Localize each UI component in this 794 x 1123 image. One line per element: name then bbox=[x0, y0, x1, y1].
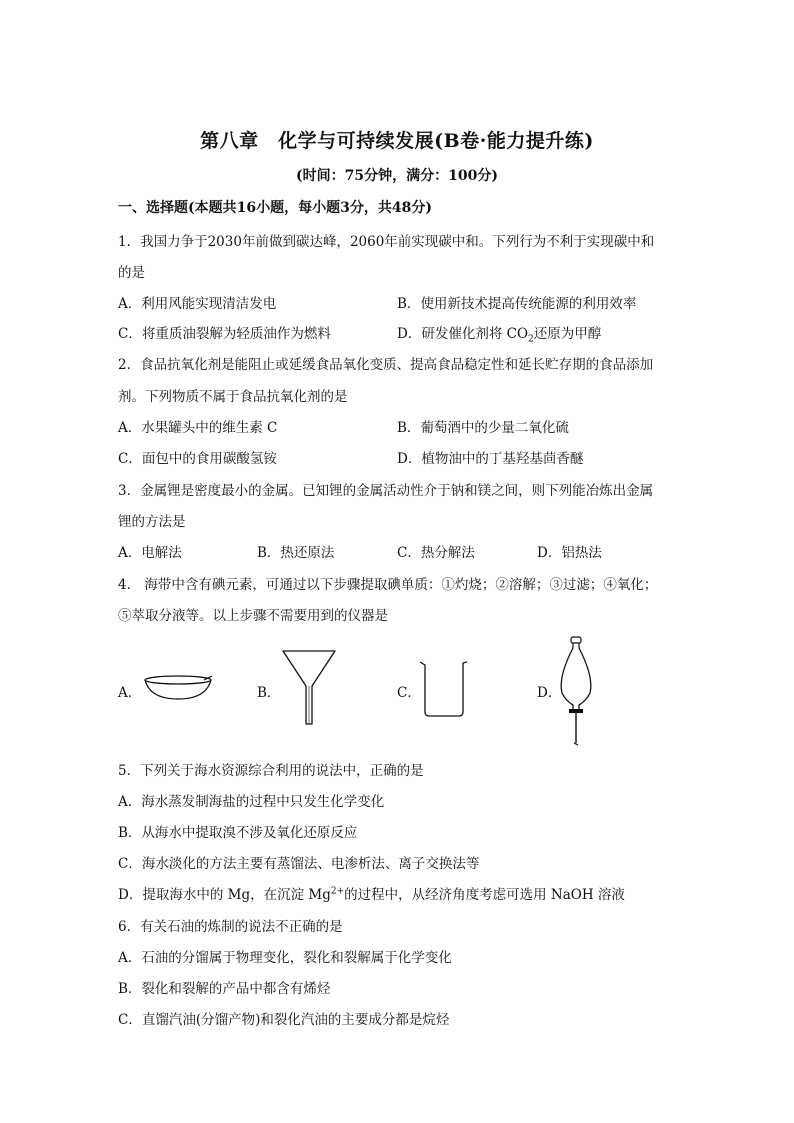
q2-stem-line2: 剂。下列物质不属于食品抗氧化剂的是 bbox=[118, 389, 348, 405]
page-title: 第八章 化学与可持续发展(B卷·能力提升练) bbox=[200, 130, 594, 152]
exam-time-score: (时间：75分钟，满分：100分) bbox=[296, 168, 498, 184]
q5-option-d-post: 的过程中，从经济角度考虑可选用 NaOH 溶液 bbox=[344, 887, 625, 903]
q5-stem: 5．下列关于海水资源综合利用的说法中，正确的是 bbox=[118, 763, 424, 779]
q4-option-c-label: C． bbox=[397, 685, 421, 701]
q1-option-d-post: 还原为甲醇 bbox=[533, 326, 602, 342]
q5-option-c: C．海水淡化的方法主要有蒸馏法、电渗析法、离子交换法等 bbox=[118, 856, 480, 872]
section-heading-choice: 一、选择题(本题共16小题，每小题3分，共48分) bbox=[118, 200, 432, 216]
evaporating-dish-icon bbox=[142, 672, 214, 702]
q5-option-b: B．从海水中提取溴不涉及氧化还原反应 bbox=[118, 825, 358, 841]
beaker-icon bbox=[419, 660, 469, 718]
q3-option-c: C．热分解法 bbox=[397, 545, 475, 561]
q1-option-d-sub: 2 bbox=[528, 334, 534, 345]
q6-option-a: A．石油的分馏属于物理变化，裂化和裂解属于化学变化 bbox=[118, 950, 452, 966]
q4-option-d-label: D． bbox=[537, 685, 562, 701]
q1-option-a: A．利用风能实现清洁发电 bbox=[118, 296, 277, 312]
q2-option-d: D．植物油中的丁基羟基茴香醚 bbox=[397, 451, 584, 467]
q5-option-d-sup: 2+ bbox=[330, 886, 345, 897]
q1-option-d bbox=[397, 322, 601, 345]
q3-option-b: B．热还原法 bbox=[257, 545, 335, 561]
q4-stem-line2: ⑤萃取分液等。以上步骤不需要用到的仪器是 bbox=[118, 608, 388, 624]
q1-option-c: C．将重质油裂解为轻质油作为燃料 bbox=[118, 326, 331, 342]
q3-option-a: A．电解法 bbox=[118, 545, 182, 561]
q2-option-b: B．葡萄酒中的少量二氧化硫 bbox=[397, 420, 569, 436]
q5-option-d bbox=[118, 883, 625, 903]
q6-option-b: B．裂化和裂解的产品中都含有烯烃 bbox=[118, 981, 331, 997]
q3-stem-line1: 3．金属锂是密度最小的金属。已知锂的金属活动性介于钠和镁之间，则下列能冶炼出金属 bbox=[118, 483, 654, 499]
q1-stem-line1: 1．我国力争于2030年前做到碳达峰，2060年前实现碳中和。下列行为不利于实现碳中和 bbox=[118, 234, 655, 250]
q3-stem-line2: 锂的方法是 bbox=[118, 514, 186, 530]
q1-option-b: B．使用新技术提高传统能源的利用效率 bbox=[397, 296, 637, 312]
q6-stem: 6．有关石油的炼制的说法不正确的是 bbox=[118, 919, 343, 935]
q4-option-b-label: B． bbox=[257, 685, 281, 701]
q3-option-d: D．铝热法 bbox=[537, 545, 602, 561]
q6-option-c: C．直馏汽油(分馏产物)和裂化汽油的主要成分都是烷烃 bbox=[118, 1012, 450, 1028]
q4-stem-line1: 4． 海带中含有碘元素，可通过以下步骤提取碘单质：①灼烧；②溶解；③过滤；④氧化； bbox=[118, 577, 658, 593]
q1-stem-line2: 的是 bbox=[118, 265, 145, 281]
q4-option-a-label: A． bbox=[118, 685, 142, 701]
q2-option-c: C．面包中的食用碳酸氢铵 bbox=[118, 451, 277, 467]
q2-option-a: A．水果罐头中的维生素 C bbox=[118, 420, 278, 436]
q5-option-a: A．海水蒸发制海盐的过程中只发生化学变化 bbox=[118, 794, 385, 810]
q5-option-d-pre: D．提取海水中的 Mg，在沉淀 Mg bbox=[118, 887, 331, 903]
funnel-icon bbox=[281, 648, 337, 726]
q2-stem-line1: 2．食品抗氧化剂是能阻止或延缓食品氧化变质、提高食品稳定性和延长贮存期的食品添加 bbox=[118, 357, 654, 373]
q1-option-d-pre: D．研发催化剂将 CO bbox=[397, 326, 529, 342]
separatory-funnel-icon bbox=[556, 635, 596, 747]
